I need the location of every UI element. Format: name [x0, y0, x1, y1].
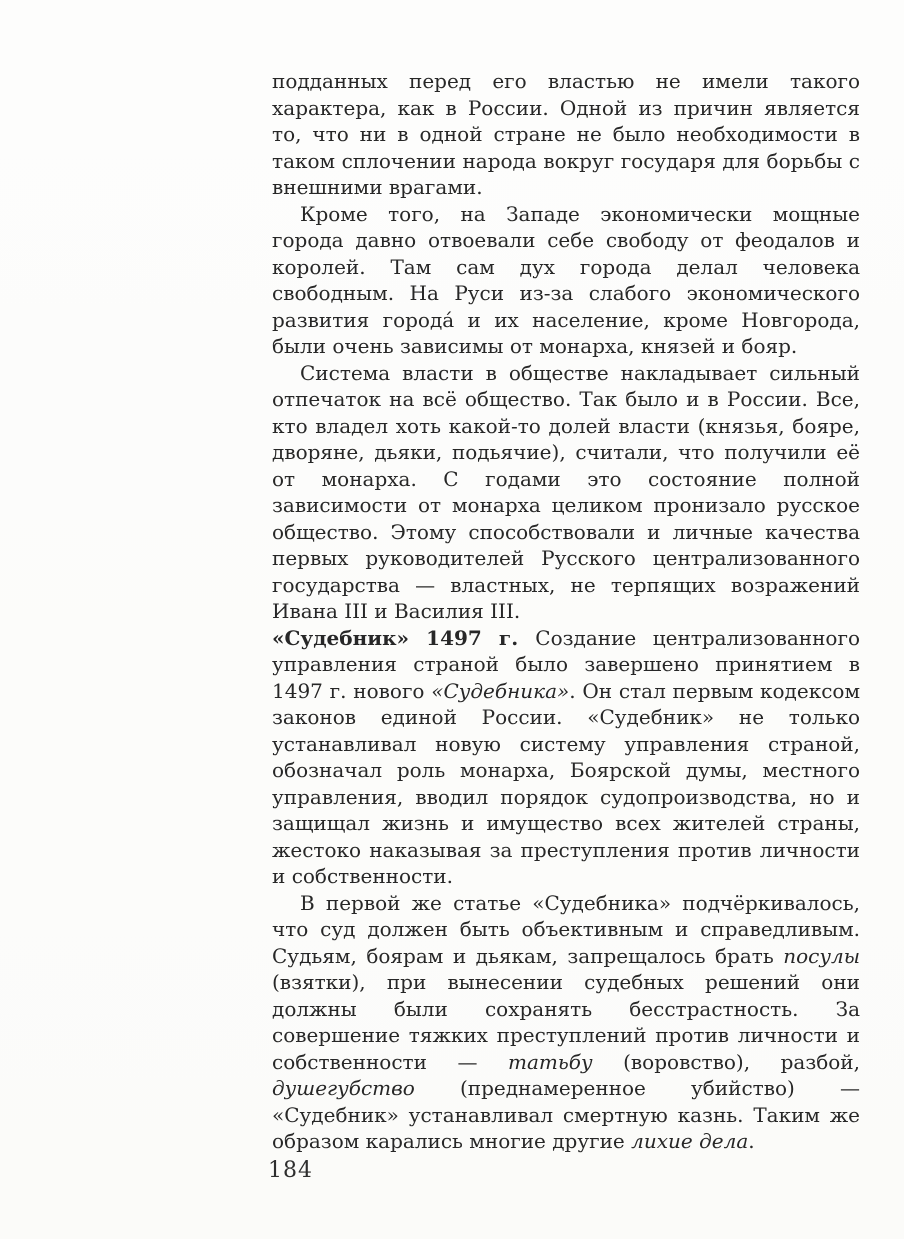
text-segment: (преднамеренное убийство) — «Судебник» устанавливал смертную казнь. Таким же образом карались многие другие [272, 1076, 860, 1153]
text-segment: . [748, 1129, 755, 1153]
paragraph [272, 68, 860, 201]
text-segment: (воровство), разбой, [592, 1049, 860, 1074]
text-segment: посулы [783, 943, 860, 968]
text-segment: подданных перед его властью не имели такого характера, как в России. Одной из причин является то, что ни в одной стране не было необходимости в таком сплочении народа вокруг государя для борьбы с внешними врагами. [272, 69, 860, 199]
text-segment: татьбу [508, 1049, 593, 1074]
paragraph [272, 360, 860, 625]
text-segment: . Он стал первым кодексом законов единой России. «Судебник» не только устанавливал новую систему управления страной, обозначал роль монарха, Боярской думы, местного управления, вводил порядок судопроизводства, но и защищал жизнь и имущество всех жителей страны, жестоко наказывая за преступления против личности и собственности. [272, 678, 861, 888]
text-segment: (взятки), при вынесении судебных решений они должны были сохранять бесстрастность. За совершение тяжких преступлений против личности и собственности — [272, 970, 860, 1074]
text-block [272, 68, 860, 1155]
text-segment: В первой же статье «Судебника» подчёркивалось, что суд должен быть объективным и справедливым. Судьям, боярам и дьякам, запрещалось брать [272, 890, 860, 968]
text-segment: Создание централизованного управления страной было завершено принятием в 1497 г. нового [272, 625, 860, 703]
text-segment: Кроме того, на Западе экономически мощные города давно отвоевали себе свободу от феодалов и королей. Там сам дух города делал человека свободным. На Руси из-за слабого экономического развития города́ и их население, кроме Новгорода, были очень зависимы от монарха, князей и бояр. [272, 201, 860, 358]
text-segment: Система власти в обществе накладывает сильный отпечаток на всё общество. Так было и в России. Все, кто владел хоть какой-то долей власти (князья, бояре, дворяне, дьяки, подьячие), считали, что получили её от монарха. С годами это состояние полной зависимости от монарха целиком пронизало русское общество. Этому способствовали и личные качества первых руководителей Русского централизованного государства — властных, не терпящих возражений Ивана III и Василия III. [272, 360, 860, 623]
page-number: 184 [268, 1158, 313, 1183]
paragraph [272, 201, 860, 360]
paragraph [272, 625, 860, 890]
text-segment: лихие дела [631, 1129, 749, 1153]
paragraph [272, 890, 860, 1155]
text-segment: «Судебник» 1497 г. [272, 625, 536, 650]
text-segment: душегубство [272, 1076, 415, 1100]
text-segment: «Судебника» [431, 678, 570, 703]
